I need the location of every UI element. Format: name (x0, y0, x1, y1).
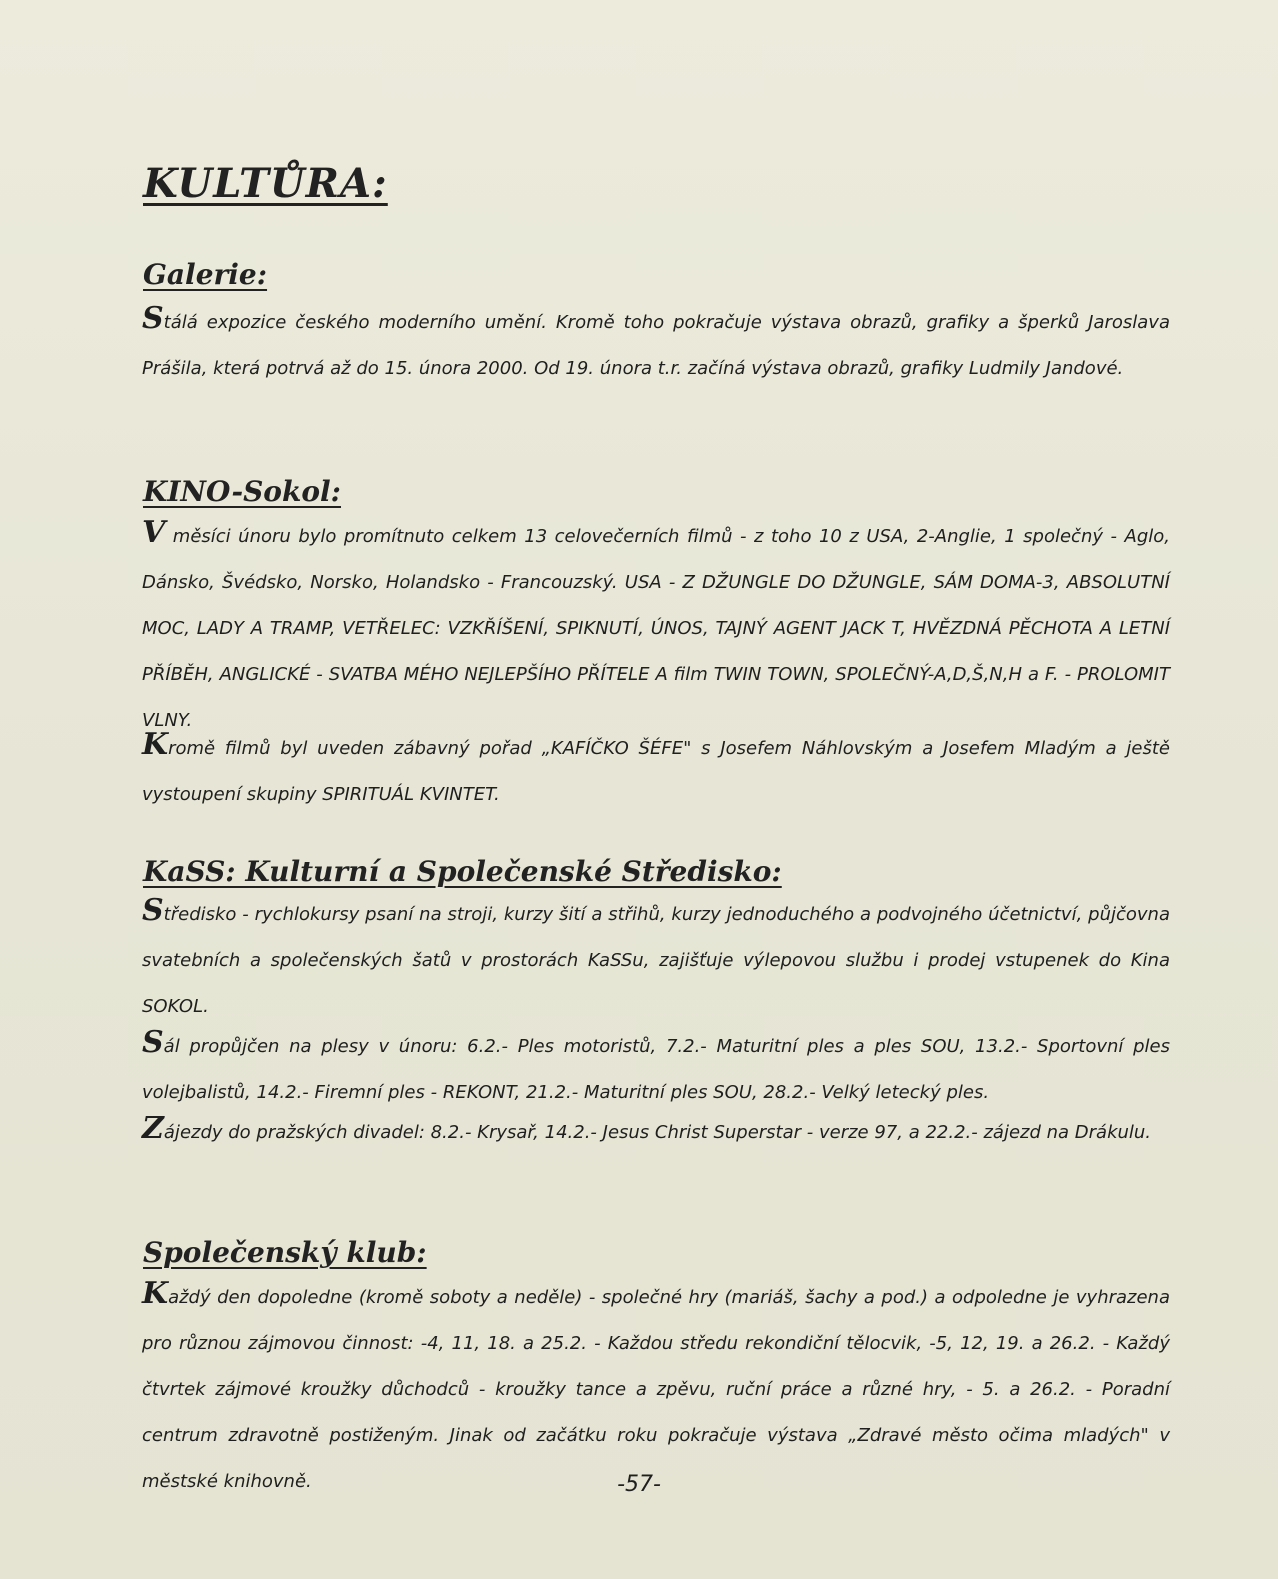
paragraph-text: ájezdy do pražských divadel: 8.2.- Krysař, 14.2.- Jesus Christ Superstar - verze 97, a 22.2.- zájezd na Drákulu. (163, 1122, 1152, 1143)
klub-paragraph (62, 1275, 1170, 1505)
section-heading-galerie: Galerie: (143, 258, 268, 291)
kass-paragraph-3 (62, 1110, 1170, 1156)
page-number: -57- (617, 1472, 661, 1497)
kino-paragraph-2 (62, 726, 1170, 818)
drop-letter: Z (142, 1111, 164, 1146)
paragraph-text: tředisko - rychlokursy psaní na stroji, kurzy šití a střihů, kurzy jednoduchého a podvojného účetnictví, půjčovna svatebních a společenských šatů v prostorách KaSSu, zajišťuje výlepovou službu i prodej vstupenek do Kina SOKOL. (142, 904, 1170, 1017)
drop-letter: V (142, 515, 166, 550)
paragraph-text: ál propůjčen na plesy v únoru: 6.2.- Ples motoristů, 7.2.- Maturitní ples a ples SOU, 13.2.- Sportovní ples volejbalistů, 14.2.- Firemní ples - REKONT, 21.2.- Maturitní ples SOU, 28.2.- Velký letecký ples. (142, 1036, 1170, 1103)
kino-paragraph-1 (62, 514, 1170, 744)
kass-paragraph-2 (62, 1024, 1170, 1116)
page-title: KULTŮRA: (143, 160, 388, 207)
kass-paragraph-1 (62, 892, 1170, 1030)
paragraph-text: měsíci únoru bylo promítnuto celkem 13 celovečerních filmů - z toho 10 z USA, 2-Anglie, 1 společný - Aglo, Dánsko, Švédsko, Norsko, Holandsko - Francouzský. USA - Z DŽUNGLE DO DŽUNGLE, SÁM DOMA-3, ABSOLUTNÍ MOC, LADY A TRAMP, VETŘELEC: VZKŘÍŠENÍ, SPIKNUTÍ, ÚNOS, TAJNÝ AGENT JACK T, HVĚZDNÁ PĚCHOTA A LETNÍ PŘÍBĚH, ANGLICKÉ - SVATBA MÉHO NEJLEPŠÍHO PŘÍTELE A film TWIN TOWN, SPOLEČNÝ-A,D,Š,N,H a F. - PROLOMIT VLNY. (142, 526, 1170, 731)
galerie-paragraph (62, 300, 1170, 392)
drop-letter: S (142, 1025, 164, 1060)
section-heading-klub: Společenský klub: (143, 1236, 427, 1269)
section-heading-kass: KaSS: Kulturní a Společenské Středisko: (143, 855, 782, 888)
drop-letter: S (142, 893, 164, 928)
paragraph-text: aždý den dopoledne (kromě soboty a neděle) - společné hry (mariáš, šachy a pod.) a odpoledne je vyhrazena pro různou zájmovou činnost: -4, 11, 18. a 25.2. - Každou středu rekondiční tělocvik, -5, 12, 19. a 26.2. - Každý čtvrtek zájmové kroužky důchodců - kroužky tance a zpěvu, ruční práce a různé hry, - 5. a 26.2. - Poradní centrum zdravotně postiženým. Jinak od začátku roku pokračuje výstava „Zdravé město očima mladých" v městské knihovně. (142, 1287, 1170, 1492)
drop-letter: K (142, 727, 169, 762)
drop-letter: S (142, 301, 164, 336)
section-heading-kino: KINO-Sokol: (143, 475, 342, 508)
drop-letter: K (142, 1276, 169, 1311)
paragraph-text: tálá expozice českého moderního umění. Kromě toho pokračuje výstava obrazů, grafiky a šperků Jaroslava Prášila, která potrvá až do 15. února 2000. Od 19. února t.r. začíná výstava obrazů, grafiky Ludmily Jandové. (142, 312, 1170, 379)
paragraph-text: romě filmů byl uveden zábavný pořad „KAFÍČKO ŠÉFE" s Josefem Náhlovským a Josefem Mladým a ještě vystoupení skupiny SPIRITUÁL KVINTET. (142, 738, 1170, 805)
